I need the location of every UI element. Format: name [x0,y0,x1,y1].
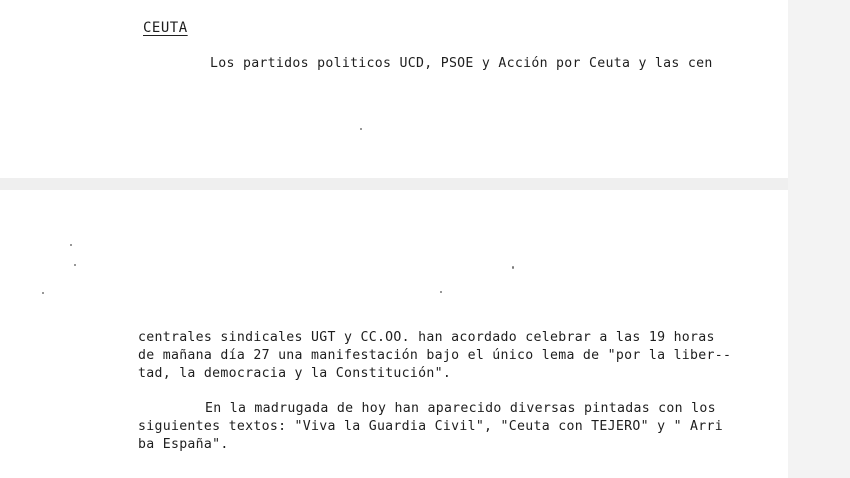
paragraph-line: de mañana día 27 una manifestación bajo el único lema de "por la liber-- [138,348,732,363]
paragraph-line: siguientes textos: "Viva la Guardia Civil", "Ceuta con TEJERO" y " Arri [138,419,724,434]
document-page-1 [0,0,788,178]
scan-speck [360,128,362,130]
document-heading: CEUTA [143,20,188,36]
paragraph-line: En la madrugada de hoy han aparecido diversas pintadas con los [205,401,716,416]
scan-speck [74,264,76,266]
scan-speck [70,244,72,246]
scan-speck [440,291,442,293]
document-page-2 [0,190,788,478]
paragraph-line: ba España". [138,437,229,452]
scan-speck [512,266,514,269]
paragraph-line: Los partidos politicos UCD, PSOE y Acción por Ceuta y las cen [210,56,713,71]
scan-speck [42,292,44,294]
paragraph-line: tad, la democracia y la Constitución". [138,366,452,381]
viewer-background-strip [788,0,850,478]
paragraph-line: centrales sindicales UGT y CC.OO. han acordado celebrar a las 19 horas [138,330,715,345]
